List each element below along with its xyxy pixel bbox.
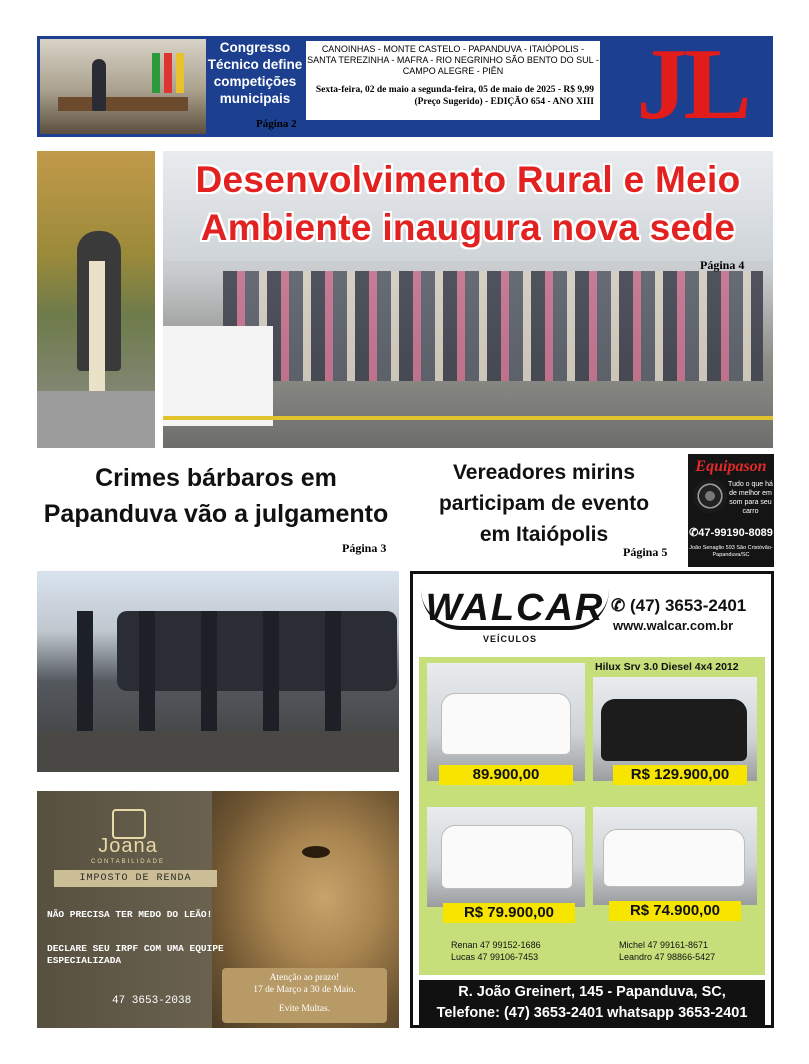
photo-ground (37, 731, 399, 772)
teaser-headline[interactable]: Congresso Técnico define competições municipais (207, 40, 303, 106)
contact-michel: Michel 47 99161-8671 (619, 940, 709, 950)
photo-flag (176, 53, 184, 93)
photo-crowd (223, 271, 763, 381)
deadline-line1: Atenção ao prazo! (269, 973, 340, 983)
priest-photo[interactable] (37, 151, 155, 448)
deadline-line3: Evite Multas. (278, 1004, 331, 1014)
photo-stole (89, 261, 105, 411)
joana-phone: 47 3653-2038 (112, 995, 192, 1007)
joana-deadline-box (222, 968, 387, 1023)
whatsapp-icon: ✆ (611, 596, 626, 615)
car-model: Hilux Srv 3.0 Diesel 4x4 2012 (595, 661, 739, 673)
joana-name: Joana (98, 835, 158, 857)
car-shape (603, 829, 745, 887)
vereadores-headline[interactable]: Vereadores mirins participam de evento em Itaiópolis (438, 461, 650, 546)
hero-headline[interactable]: Desenvolvimento Rural e Meio Ambiente inaugura nova sede (195, 159, 741, 248)
crimes-headline[interactable]: Crimes bárbaros em Papanduva vão a julgamento (43, 464, 389, 528)
whatsapp-icon: ✆ (689, 527, 699, 539)
hero-page-ref: Página 4 (700, 258, 745, 272)
cities-list: CANOINHAS - MONTE CASTELO - PAPANDUVA - ITAIÓPOLIS - SANTA TEREZINHA - MAFRA - RIO NEGRINHO SÃO BENTO DO SUL - CAMPO ALEGRE - PIÊN (307, 44, 599, 76)
joana-subtitle: CONTABILIDADE (91, 859, 165, 865)
lion-eye (302, 846, 330, 858)
contacts-right (619, 939, 715, 963)
contact-renan: Renan 47 99152-1686 (451, 940, 541, 950)
crimes-page-ref: Página 3 (342, 541, 387, 555)
teaser-photo[interactable] (40, 39, 206, 134)
edition-info-box (306, 41, 600, 120)
joana-line1: NÃO PRECISA TER MEDO DO LEÃO! (47, 909, 213, 920)
speaker-icon (693, 479, 727, 513)
teaser-page-ref: Página 2 (256, 118, 297, 130)
photo-table-cloth (163, 326, 273, 426)
photo-floor (37, 391, 155, 448)
car-photo-white-sedan[interactable] (427, 663, 585, 781)
walcar-logo: WALCAR (421, 586, 609, 630)
edition-line: Sexta-feira, 02 de maio a segunda-feira, 05 de maio de 2025 - R$ 9,99 (Preço Sugerido) - EDIÇÃO 654 - ANO XIII (315, 85, 594, 107)
equipason-address: João Senaglio 593 São Cristóvão-Papanduva/SC (689, 545, 773, 558)
photo-flag (152, 53, 160, 93)
equipason-slogan: Tudo o que há de melhor em som para seu carro (728, 481, 773, 515)
walcar-footer (419, 980, 765, 1025)
car-price: R$ 129.900,00 (613, 765, 747, 785)
contact-lucas: Lucas 47 99106-7453 (451, 952, 539, 962)
car-shape (441, 693, 571, 755)
newspaper-logo[interactable]: JL (636, 28, 748, 141)
walcar-address: R. João Greinert, 145 - Papanduva, SC, (458, 984, 726, 1000)
equipason-ad[interactable] (688, 454, 774, 567)
walcar-phone: ✆ (47) 3653-2401 (611, 596, 747, 615)
police-photo[interactable] (37, 571, 399, 772)
walcar-footer-phone: Telefone: (47) 3653-2401 whatsapp 3653-2401 (436, 1005, 748, 1021)
photo-road-line (163, 416, 773, 420)
photo-table (58, 97, 188, 111)
photo-speaker (92, 59, 106, 111)
joana-ad[interactable] (37, 791, 399, 1028)
deadline-line2: 17 de Março a 30 de Maio. (253, 985, 356, 995)
car-shape (601, 699, 747, 761)
photo-flag (164, 53, 172, 93)
car-photo-white-saveiro[interactable] (593, 807, 757, 905)
car-price: R$ 74.900,00 (609, 901, 741, 921)
joana-line2: DECLARE SEU IRPF COM UMA EQUIPE ESPECIALIZADA (47, 943, 224, 966)
walcar-ad[interactable] (410, 571, 774, 1028)
car-price: 89.900,00 (439, 765, 573, 785)
contact-leandro: Leandro 47 98866-5427 (619, 952, 716, 962)
equipason-brand: Equipason (695, 458, 767, 475)
walcar-site[interactable]: www.walcar.com.br (613, 618, 734, 633)
car-price: R$ 79.900,00 (443, 903, 575, 923)
vereadores-page-ref: Página 5 (623, 545, 668, 559)
joana-banner: IMPOSTO DE RENDA (54, 870, 217, 887)
car-photo-white-amarok[interactable] (427, 807, 585, 907)
photo-officers (47, 611, 387, 731)
walcar-subtitle: VEÍCULOS (483, 634, 538, 644)
cars-panel (419, 657, 765, 975)
equipason-phone: ✆47-99190-8089 (689, 527, 773, 539)
contacts-left (451, 939, 541, 963)
car-shape (441, 825, 573, 889)
